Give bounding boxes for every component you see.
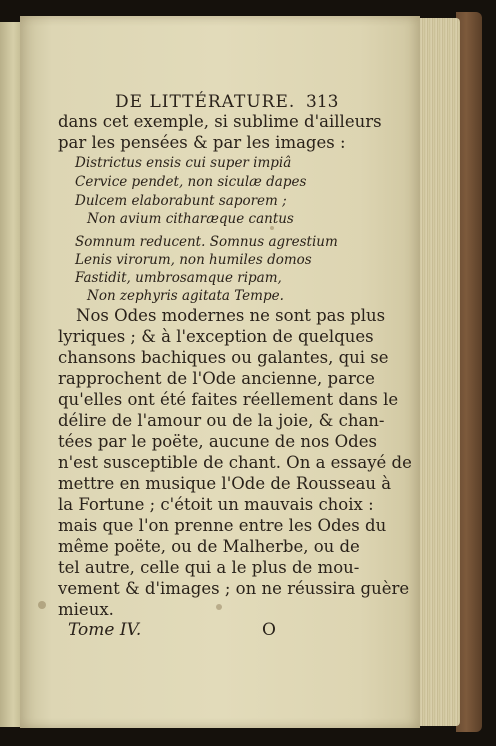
paragraph-line: vement & d'images ; on ne réussira guère xyxy=(58,579,410,598)
paragraph-line: tées par le poëte, aucune de nos Odes xyxy=(58,432,377,451)
paragraph-line: même poëte, ou de Malherbe, ou de xyxy=(58,537,360,556)
verse-line: Lenis virorum, non humiles domos xyxy=(75,252,312,268)
paragraph-line: qu'elles ont été faites réellement dans le xyxy=(58,390,399,409)
paragraph-line: rapprochent de l'Ode ancienne, parce xyxy=(58,369,375,388)
verse-line: Somnum reducent. Somnus agrestium xyxy=(75,234,338,250)
running-title: DE LITTÉRATURE. xyxy=(115,92,296,112)
intro-line: dans cet exemple, si sublime d'ailleurs xyxy=(58,112,382,131)
intro-line: par les pensées & par les images : xyxy=(58,133,346,152)
verse-line: Dulcem elaborabunt saporem ; xyxy=(75,193,287,209)
paragraph-line: Nos Odes modernes ne sont pas plus xyxy=(76,306,386,325)
paragraph-line: tel autre, celle qui a le plus de mou- xyxy=(58,558,360,577)
paragraph-line: n'est susceptible de chant. On a essayé de xyxy=(58,453,412,472)
paragraph-line: chansons bachiques ou galantes, qui se xyxy=(58,348,389,367)
verse-line: Fastidit, umbrosamque ripam, xyxy=(75,270,282,286)
volume-signature: Tome IV. xyxy=(68,620,142,640)
verse-line: Non zephyris agitata Tempe. xyxy=(87,288,284,304)
verse-line: Districtus ensis cui super impiâ xyxy=(75,155,292,171)
foxing-spot xyxy=(216,604,222,610)
paragraph-line: mettre en musique l'Ode de Rousseau à xyxy=(58,474,392,493)
page-block-edges xyxy=(418,18,460,726)
paragraph-line: la Fortune ; c'étoit un mauvais choix : xyxy=(58,495,374,514)
facing-page-edge xyxy=(0,22,22,727)
gathering-signature: O xyxy=(262,620,276,640)
verse-line: Non avium citharæque cantus xyxy=(87,211,294,227)
paragraph-line: mais que l'on prenne entre les Odes du xyxy=(58,516,387,535)
paragraph-line: mieux. xyxy=(58,600,114,619)
foxing-spot xyxy=(38,601,46,609)
paragraph-line: délire de l'amour ou de la joie, & chan- xyxy=(58,411,385,430)
verse-line: Cervice pendet, non siculæ dapes xyxy=(75,174,307,190)
page-number: 313 xyxy=(306,92,339,112)
paragraph-line: lyriques ; & à l'exception de quelques xyxy=(58,327,374,346)
